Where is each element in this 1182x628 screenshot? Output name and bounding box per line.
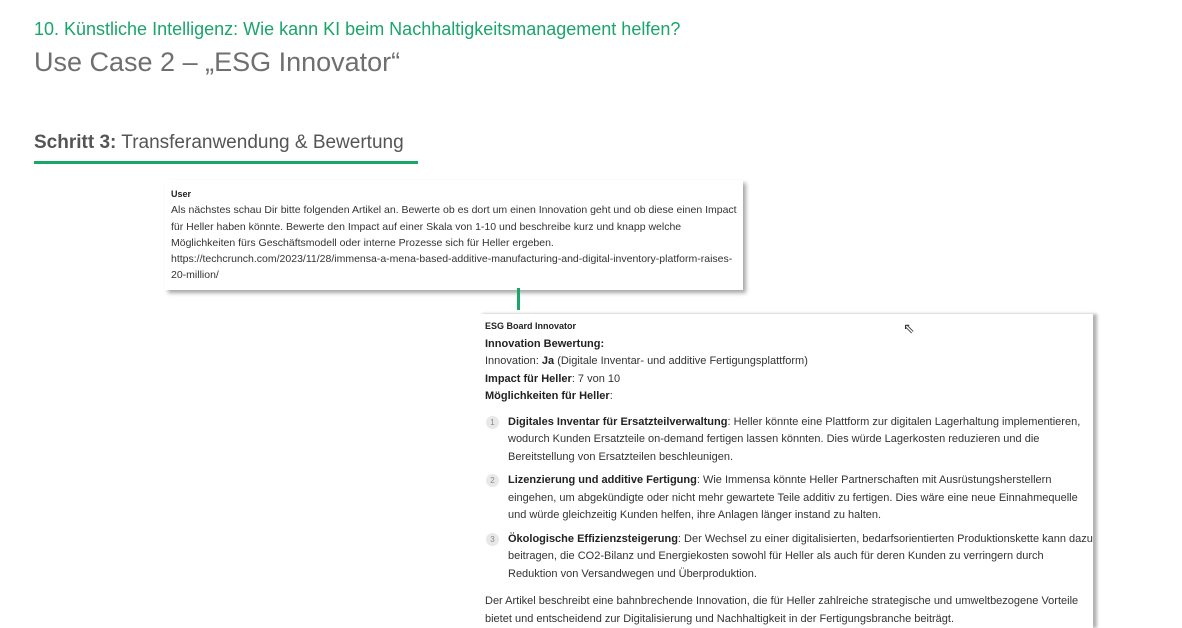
user-message [165,180,743,290]
list-item: 2 Lizenzierung und additive Fertigung: Wie Immensa könnte Heller Partnerschaften mit Ausrüstungsherstellern eingehen, um abgekündigte oder nicht mehr gewartete Teile additiv zu fertigen. Dies wäre eine neue Einnahmequelle und würde gleichzeitig Kunden helfen, ihre Anlagen länger instand zu halten. [485,472,1093,525]
step-text: Transferanwendung & Bewertung [116,132,404,153]
item-number: 1 [486,416,499,429]
slide-title: Use Case 2 – „ESG Innovator“ [34,47,401,77]
innovation-line: Innovation: Ja (Digitale Inventar- und additive Fertigungsplattform) [485,355,808,367]
item-number: 2 [486,474,499,487]
connector-line [517,288,520,310]
item-number: 3 [486,533,499,546]
response-heading: Innovation Bewertung: [485,337,605,350]
opportunities-list [485,414,1093,584]
step-heading [34,132,418,164]
summary-text: Der Artikel beschreibt eine bahnbrechende Innovation, die für Heller zahlreiche strategische und umweltbezogene Vorteile bietet und entscheidend zur Digitalisierung und Nachhaltigkeit in der Fertigungsbranche beiträgt. [485,595,1079,625]
list-item: 3 Ökologische Effizienzsteigerung: Der Wechsel zu einer digitalisierten, bedarfsorientierten Produktionskette kann dazu beitragen, die CO2-Bilanz und Energiekosten sowohl für Heller als auch für deren Kunden zu verringern durch Reduktion von Versandwegen und Überproduktion. [485,531,1093,584]
list-item: 1 Digitales Inventar für Ersatzteilverwaltung: Heller könnte eine Plattform zur digitalen Lagerhaltung implementieren, wodurch Kunden Ersatzteile on-demand fertigen lassen könnten. Dies würde Lagerkosten reduzieren und die Bereitstellung von Ersatzteilen beschleunigen. [485,414,1093,467]
article-link[interactable]: https://techcrunch.com/2023/11/28/immensa-a-mena-based-additive-manufacturing-and-digital-inventory-platform-raises-20-million/ [171,253,733,282]
impact-line: Impact für Heller: 7 von 10 [485,372,621,385]
user-text: Als nächstes schau Dir bitte folgenden Artikel an. Bewerte ob es dort um einen Innovation geht und ob diese einen Impact für Heller haben könnte. Bewerte den Impact auf einer Skala von 1-10 und beschreibe kurz und knapp welche Möglichkeiten fürs Geschäftsmodell oder interne Prozesse sich für Heller ergeben. [171,204,737,249]
opportunities-heading: Möglichkeiten für Heller: [485,390,613,402]
step-label: Schritt 3: [34,132,117,153]
slide-supertitle: 10. Künstliche Intelligenz: Wie kann KI beim Nachhaltigkeitsmanagement helfen? [34,19,681,39]
user-author: User [171,189,192,199]
response-author: ESG Board Innovator [485,321,577,331]
mouse-cursor-icon: ⇖ [903,320,915,336]
assistant-response [478,314,1093,628]
